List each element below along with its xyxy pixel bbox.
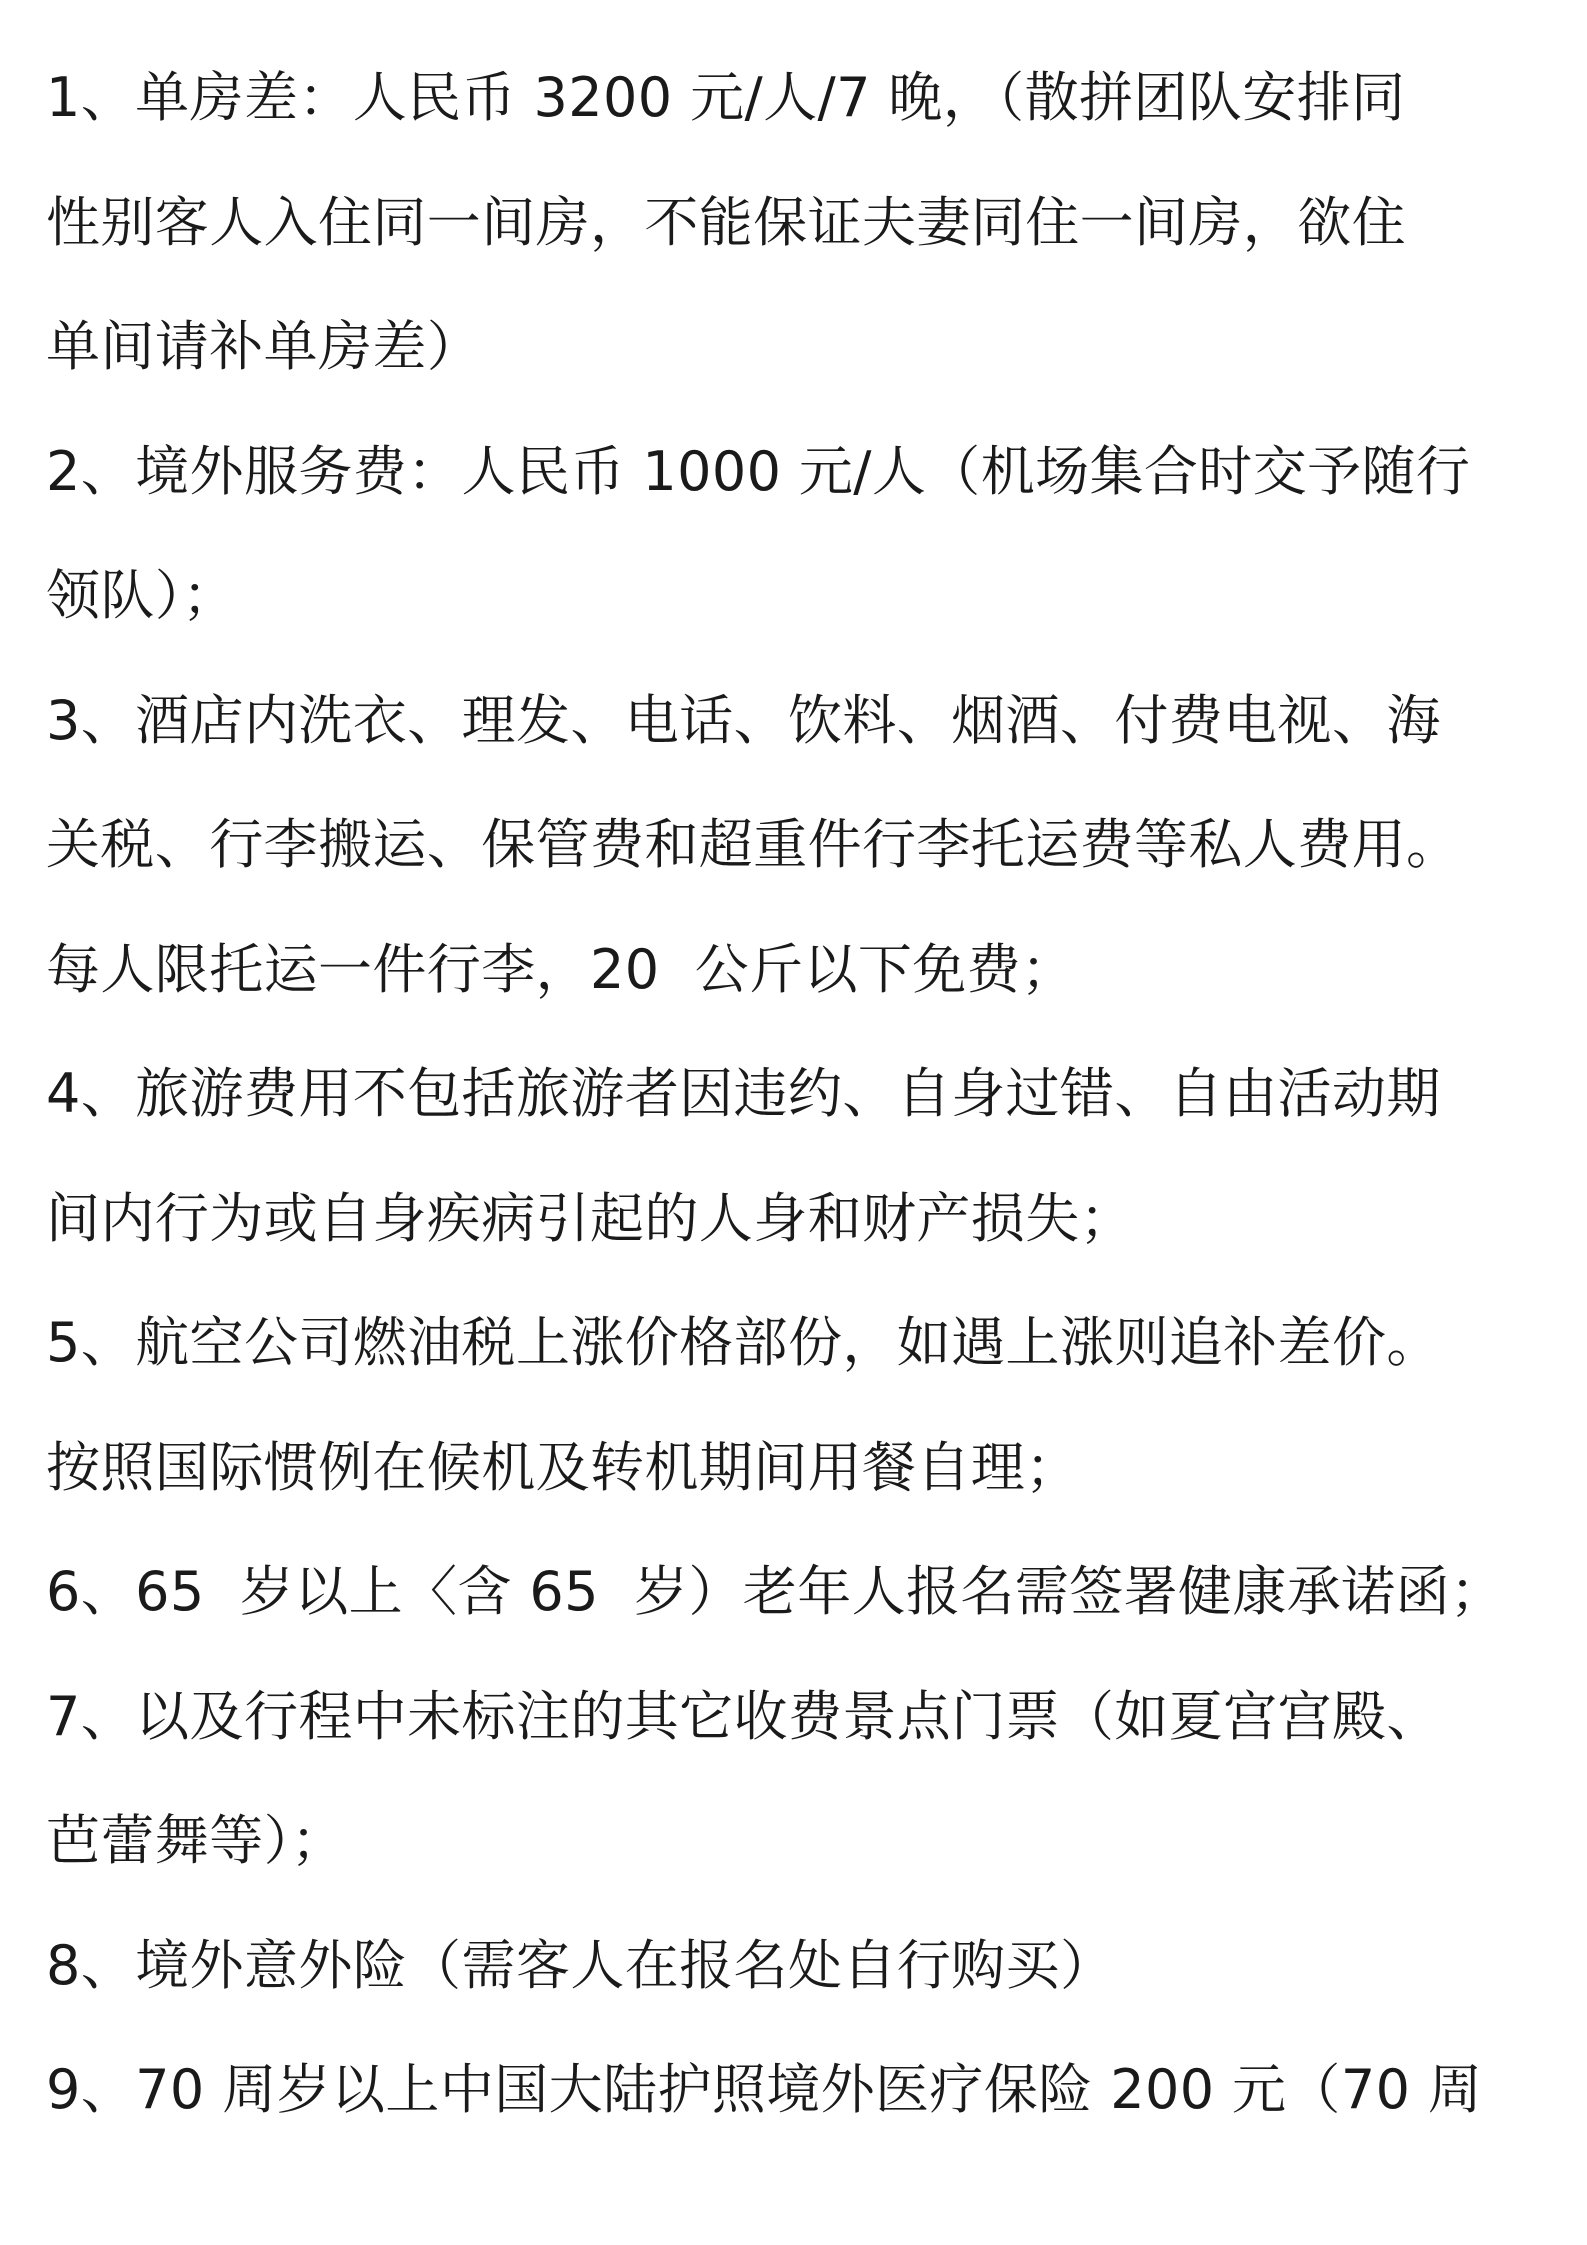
text-line-14: 7、以及行程中未标注的其它收费景点门票（如夏宫宫殿、	[46, 1684, 1441, 1748]
text-line-9: 4、旅游费用不包括旅游者因违约、自身过错、自由活动期	[46, 1062, 1441, 1125]
text-line-12: 按照国际惯例在候机及转机期间用餐自理；	[46, 1435, 1080, 1499]
text-line-2: 性别客人入住同一间房，不能保证夫妻同住一间房，欲住	[46, 190, 1406, 254]
text-line-6: 3、酒店内洗衣、理发、电话、饮料、烟酒、付费电视、海	[46, 688, 1441, 752]
text-line-17: 9、70 周岁以上中国大陆护照境外医疗保险 200 元（70 周	[46, 2058, 1483, 2121]
text-line-1: 1、单房差：人民币 3200 元/人/7 晚，（散拼团队安排同	[46, 66, 1406, 129]
text-line-3: 单间请补单房差）	[46, 315, 482, 378]
text-line-4: 2、境外服务费：人民币 1000 元/人（机场集合时交予随行	[46, 439, 1471, 503]
text-line-7: 关税、行李搬运、保管费和超重件行李托运费等私人费用。	[46, 813, 1461, 876]
text-line-15: 芭蕾舞等）；	[46, 1809, 346, 1872]
text-line-13: 6、65 岁以上〈含 65 岁）老年人报名需签署健康承诺函；	[46, 1560, 1505, 1623]
text-line-8: 每人限托运一件行李，20 公斤以下免费；	[46, 937, 1076, 1001]
text-line-11: 5、航空公司燃油税上涨价格部份，如遇上涨则追补差价。	[46, 1311, 1441, 1374]
text-line-10: 间内行为或自身疾病引起的人身和财产损失；	[46, 1186, 1134, 1250]
text-line-5: 领队）；	[46, 564, 237, 627]
text-line-16: 8、境外意外险（需客人在报名处自行购买）	[46, 1933, 1115, 1997]
